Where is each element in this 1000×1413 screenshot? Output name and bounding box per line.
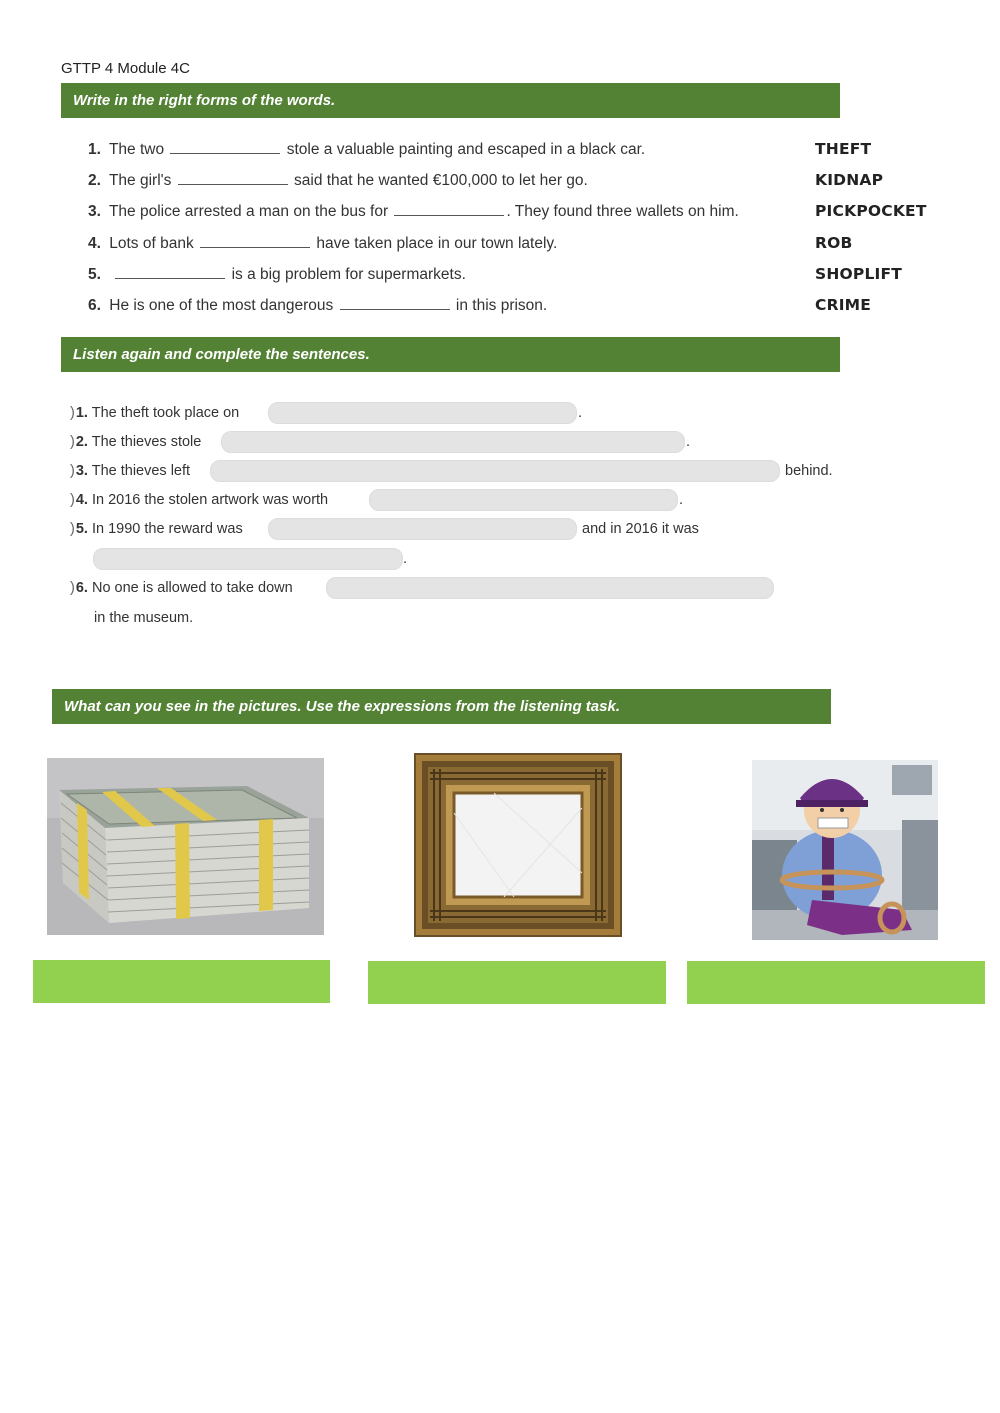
listening-item-4: )4. In 2016 the stolen artwork was worth — [70, 492, 329, 508]
item-number: 1. — [75, 405, 88, 421]
tied-guard-picture — [752, 760, 938, 940]
answer-blank[interactable] — [170, 140, 280, 154]
section1-heading: Write in the right forms of the words. — [61, 83, 840, 118]
picture-frame-picture — [414, 753, 622, 937]
item-number: 1. — [88, 141, 101, 158]
item-text-after: have taken place in our town lately. — [316, 235, 558, 252]
item-text-after: in the museum. — [94, 610, 194, 626]
item-number: 6. — [75, 580, 88, 596]
item-text-before: The two — [108, 141, 165, 158]
answer-blank[interactable] — [178, 171, 288, 185]
answer-field-4[interactable] — [369, 489, 678, 511]
answer-field-2[interactable] — [221, 431, 685, 453]
item-number: 5. — [88, 266, 101, 283]
tied-person-icon — [752, 760, 938, 940]
exercise-item-1 — [88, 140, 645, 159]
answer-blank[interactable] — [115, 265, 225, 279]
item-text-before: Lots of bank — [109, 235, 194, 252]
answer-blank[interactable] — [200, 234, 310, 248]
picture-answer-box-3[interactable] — [687, 961, 985, 1004]
answer-blank[interactable] — [394, 202, 504, 216]
keyword-1: THEFT — [815, 140, 872, 158]
listening-item-1: )1. The theft took place on — [70, 405, 240, 421]
item-text-after: . They found three wallets on him. — [506, 203, 739, 220]
item-number: 4. — [75, 492, 88, 508]
section3-heading: What can you see in the pictures. Use the expressions from the listening task. — [52, 689, 831, 724]
item-text-after2: . — [403, 551, 408, 567]
keyword-2: KIDNAP — [815, 171, 884, 189]
exercise-item-3 — [88, 202, 739, 221]
item-number: 2. — [88, 172, 101, 189]
money-icon — [47, 758, 324, 935]
answer-field-6[interactable] — [326, 577, 774, 599]
item-text-after: is a big problem for supermarkets. — [231, 266, 466, 283]
listening-item-5: )5. In 1990 the reward was — [70, 521, 243, 537]
keyword-6: CRIME — [815, 296, 872, 314]
document-title: GTTP 4 Module 4C — [61, 60, 190, 77]
item-number: 3. — [75, 463, 88, 479]
keyword-3: PICKPOCKET — [815, 202, 927, 220]
money-stacks-picture — [47, 758, 324, 935]
item-text-after: . — [578, 405, 583, 421]
item-text-after: behind. — [785, 463, 833, 479]
item-text-after: stole a valuable painting and escaped in a black car. — [286, 141, 646, 158]
item-number: 4. — [88, 235, 101, 252]
item-text-after: said that he wanted €100,000 to let her go. — [294, 172, 588, 189]
item-text: The thieves stole — [91, 434, 202, 450]
item-text: The theft took place on — [91, 405, 240, 421]
item-text: In 1990 the reward was — [91, 521, 243, 537]
item-text: In 2016 the stolen artwork was worth — [91, 492, 329, 508]
listening-item-6: )6. No one is allowed to take down — [70, 580, 293, 596]
item-text-after: in this prison. — [455, 297, 548, 314]
answer-blank[interactable] — [340, 296, 450, 310]
item-text: The thieves left — [91, 463, 191, 479]
exercise-item-6 — [88, 296, 547, 315]
picture-answer-box-2[interactable] — [368, 961, 666, 1004]
item-text-before: The girl's — [108, 172, 172, 189]
exercise-item-4 — [88, 234, 557, 253]
item-text-before: He is one of the most dangerous — [109, 297, 334, 314]
item-text-after: . — [679, 492, 684, 508]
answer-field-1[interactable] — [268, 402, 577, 424]
keyword-5: SHOPLIFT — [815, 265, 903, 283]
listening-item-2: )2. The thieves stole — [70, 434, 202, 450]
frame-icon — [414, 753, 622, 937]
item-number: 2. — [75, 434, 88, 450]
item-text-before: The police arrested a man on the bus for — [108, 203, 389, 220]
answer-field-5b[interactable] — [93, 548, 403, 570]
picture-answer-box-1[interactable] — [33, 960, 330, 1003]
keyword-4: ROB — [815, 234, 853, 252]
item-number: 6. — [88, 297, 101, 314]
item-number: 3. — [88, 203, 101, 220]
exercise-item-5 — [88, 265, 466, 284]
answer-field-5a[interactable] — [268, 518, 577, 540]
item-number: 5. — [75, 521, 88, 537]
item-text: No one is allowed to take down — [91, 580, 293, 596]
item-text-after: . — [686, 434, 691, 450]
listening-item-3: )3. The thieves left — [70, 463, 191, 479]
section2-heading: Listen again and complete the sentences. — [61, 337, 840, 372]
answer-field-3[interactable] — [210, 460, 780, 482]
item-text-after: and in 2016 it was — [582, 521, 699, 537]
exercise-item-2 — [88, 171, 588, 190]
